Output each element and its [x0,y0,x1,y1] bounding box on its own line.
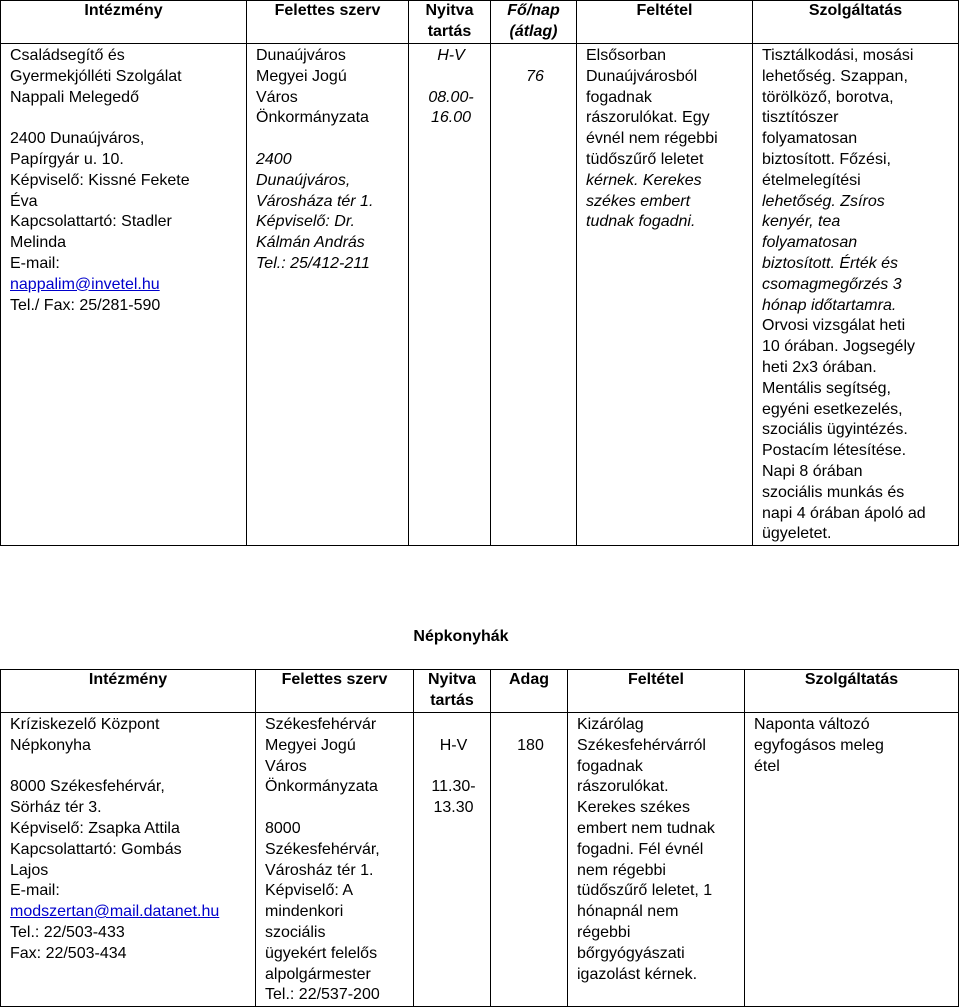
cell-line: tudnak fogadni. [586,213,696,231]
cell-line: Székesfehérvár [265,716,377,733]
cell-intezmeny [1,44,247,546]
table-header-row [1,1,959,44]
header-szolgaltatas: Szolgáltatás [753,1,959,44]
cell-line: Város [256,88,298,106]
cell-line: hónap időtartamra. [762,296,897,314]
cell-line: 8000 Székesfehérvár, [10,778,165,796]
cell-line: lehetőség. Zsíros [762,192,885,210]
cell-line: heti 2x3 órában. [762,358,877,376]
cell-line: E-mail: [10,254,60,272]
cell-line: egyéni esetkezelés, [762,400,903,418]
cell-line: 2400 Dunaújváros, [10,130,145,148]
szolgaltatas-lines [754,715,952,777]
felettes-lines [265,715,407,1006]
cell-line: Önkormányzata [265,778,378,796]
cell-line: Éva [10,192,38,210]
cell-line: évnél nem régebbi [586,130,718,148]
cell-line: Népkonyha [10,736,91,754]
cell-line [265,798,407,819]
cell-line: Tel.: 25/412-211 [256,254,370,272]
cell-line: Székesfehérvárról [577,736,706,754]
phone-lines [10,923,249,965]
adag-lines [500,715,561,757]
fo-nap-lines [500,46,570,88]
cell-line: biztosított. Főzési, [762,150,891,168]
cell-line: egyfogásos meleg [754,736,884,754]
table-header-row [1,670,959,713]
cell-line: Elsősorban [586,47,667,64]
cell-line: 16.00 [430,109,472,127]
cell-line: alpolgármester [265,965,371,983]
cell-line: Tel.: 22/537-200 [265,986,380,1004]
header-intezmeny: Intézmény [1,670,256,713]
cell-line: 76 [526,67,544,85]
header-nyitva-tartas: Nyitva tartás [414,670,491,713]
cell-line: étel [754,757,780,775]
cell-line: Kapcsolattartó: Stadler [10,213,172,231]
cell-adag [491,713,568,1007]
cell-line: Megyei Jogú [256,67,347,85]
cell-line [423,715,484,736]
cell-nyitva-tartas [414,713,491,1007]
cell-line: Kríziskezelő Központ [10,716,160,733]
cell-line: Lajos [10,861,49,879]
cell-line: hónapnál nem [577,903,679,921]
cell-line: Kerekes székes [577,799,690,817]
header-intezmeny: Intézmény [1,1,247,44]
cell-line: 2400 [256,150,292,168]
header-fo-nap: Fő/nap (átlag) [491,1,577,44]
cell-line: 180 [517,736,544,754]
cell-line: Képviselő: Zsapka Attila [10,819,180,837]
cell-fo-nap [491,44,577,546]
cell-line [418,67,484,88]
cell-line: Gyermekjólléti Szolgálat [10,67,182,85]
cell-line: bőrgyógyászati [577,944,685,962]
cell-line: folyamatosan [762,130,858,148]
intezmeny-lines [10,715,249,902]
table-row [1,713,959,1007]
cell-line: Képviselő: A [265,882,354,900]
cell-line: folyamatosan [762,234,858,252]
cell-line: 10 órában. Jogsegély [762,338,915,356]
cell-line: csomagmegőrzés 3 [762,275,902,293]
cell-line: Dunaújváros [256,47,346,64]
cell-line: Kálmán András [256,234,365,252]
cell-line [423,757,484,778]
header-feltetel: Feltétel [577,1,753,44]
cell-line: szociális ügyintézés. [762,421,908,439]
cell-line [500,715,561,736]
email-link[interactable]: nappalim@invetel.hu [10,275,160,293]
cell-line: Kapcsolattartó: Gombás [10,840,182,858]
cell-line: biztosított. Érték és [762,254,899,272]
cell-line: tüdőszűrő leletet [586,150,704,168]
cell-line: Kizárólag [577,716,644,733]
cell-line: Képviselő: Dr. [256,213,355,231]
cell-line: Sörház tér 3. [10,799,102,817]
cell-line: Nappali Melegedő [10,88,139,106]
cell-line: Önkormányzata [256,109,369,127]
cell-line [10,108,240,129]
cell-line: Város [265,757,307,775]
feltetel-lines [577,715,738,985]
cell-line: Képviselő: Kissné Fekete [10,171,190,189]
cell-line: régebbi [577,923,631,941]
header-adag: Adag [491,670,568,713]
cell-line: ügyekért felelős [265,944,378,962]
cell-line: 11.30- [431,778,476,796]
cell-line: rászorulókat. [577,778,669,796]
cell-line: ételmelegítési [762,171,861,189]
cell-line: fogadni. Fél évnél [577,840,704,858]
cell-line: székes embert [586,192,691,210]
cell-line: embert nem tudnak [577,819,715,837]
cell-line: szociális [265,923,326,941]
cell-feltetel [577,44,753,546]
phone-fax: Tel./ Fax: 25/281-590 [10,296,161,314]
cell-line: Orvosi vizsgálat heti [762,317,906,335]
soup-kitchen-table [0,669,959,1007]
cell-line: Naponta változó [754,716,870,733]
header-nyitva-tartas: Nyitva tartás [409,1,491,44]
cell-line: ügyeletet. [762,525,832,543]
header-feltetel: Feltétel [568,670,745,713]
cell-line: Postacím létesítése. [762,442,907,460]
cell-intezmeny [1,713,256,1007]
cell-nyitva-tartas [409,44,491,546]
table-row [1,44,959,546]
cell-line: lehetőség. Szappan, [762,67,908,85]
cell-line: Melinda [10,234,67,252]
cell-line: mindenkori [265,903,344,921]
header-szolgaltatas: Szolgáltatás [745,670,959,713]
cell-line: rászorulókat. Egy [586,109,710,127]
cell-line: Megyei Jogú [265,736,356,754]
cell-line: tüdőszűrő leletet, 1 [577,882,713,900]
cell-line: Fax: 22/503-434 [10,944,127,962]
szolgaltatas-lines [762,46,952,545]
cell-line: nem régebbi [577,861,666,879]
cell-line [256,129,402,150]
cell-line: Mentális segítség, [762,379,891,397]
cell-line: 08.00- [428,88,474,106]
cell-line: Dunaújváros, [256,171,351,189]
cell-line: E-mail: [10,882,60,900]
nyitva-lines [418,46,484,129]
cell-line: szociális munkás és [762,483,905,501]
header-felettes-szerv: Felettes szerv [247,1,409,44]
cell-line: Papírgyár u. 10. [10,150,124,168]
cell-line: Székesfehérvár, [265,840,380,858]
cell-line: H-V [439,736,468,754]
cell-line: tisztítószer [762,109,839,127]
header-felettes-szerv: Felettes szerv [256,670,414,713]
cell-line: Városház tér 1. [265,861,374,879]
cell-line: törölköző, borotva, [762,88,894,106]
cell-szolgaltatas [753,44,959,546]
cell-line: 8000 [265,819,301,837]
cell-line: fogadnak [577,757,643,775]
cell-feltetel [568,713,745,1007]
cell-line: igazolást kérnek. [577,965,698,983]
cell-line: Tel.: 22/503-433 [10,923,125,941]
cell-felettes-szerv [247,44,409,546]
cell-line: kérnek. Kerekes [586,171,702,189]
cell-line: fogadnak [586,88,652,106]
cell-felettes-szerv [256,713,414,1007]
intezmeny-lines [10,46,240,275]
cell-szolgaltatas [745,713,959,1007]
feltetel-lines [586,46,746,233]
cell-line: Napi 8 órában [762,462,863,480]
cell-line: napi 4 órában ápoló ad [762,504,926,522]
felettes-lines [256,46,402,275]
cell-line: kenyér, tea [762,213,841,231]
cell-line [10,757,249,778]
cell-line: Családsegítő és [10,47,125,64]
email-link[interactable]: modszertan@mail.datanet.hu [10,903,220,921]
cell-line: H-V [437,47,465,64]
cell-line: Dunaújvárosból [586,67,698,85]
nyitva-lines [423,715,484,819]
cell-line: Városháza tér 1. [256,192,374,210]
section-title-nepkonyhak: Népkonyhák [413,628,509,645]
cell-line [500,46,570,67]
cell-line: Tisztálkodási, mosási [762,47,914,64]
cell-line: 13.30 [433,799,474,817]
